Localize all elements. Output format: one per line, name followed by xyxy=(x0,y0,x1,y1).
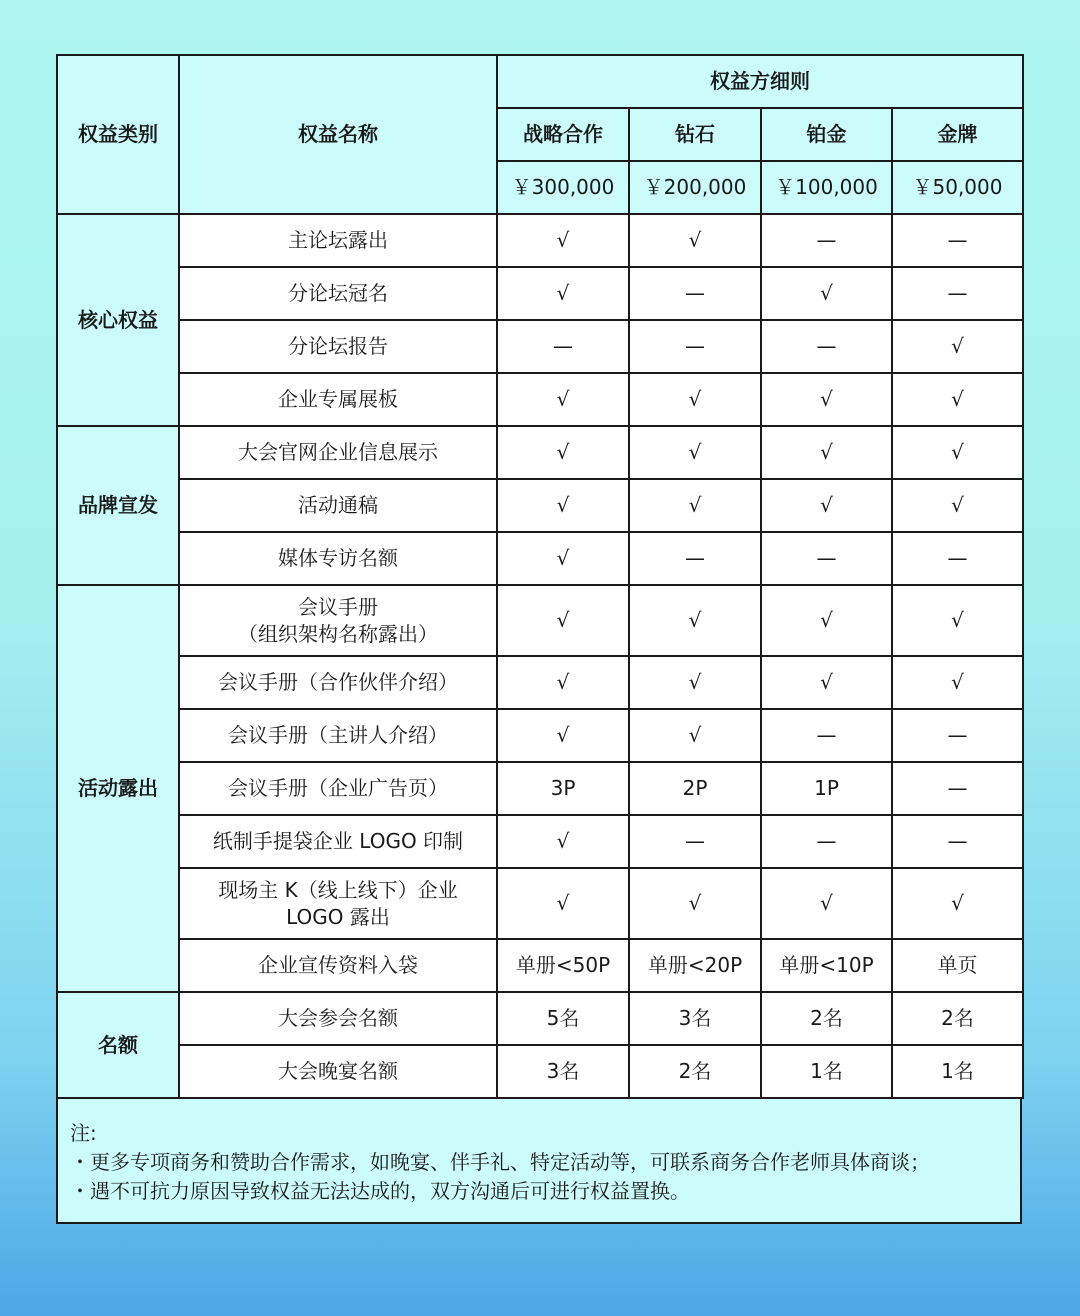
benefit-value: 5名 xyxy=(497,992,629,1045)
benefit-value: — xyxy=(892,709,1023,762)
benefit-value: — xyxy=(892,815,1023,868)
benefit-value: √ xyxy=(629,373,761,426)
benefit-value: — xyxy=(892,762,1023,815)
benefit-value: 2名 xyxy=(761,992,892,1045)
benefit-value: √ xyxy=(629,709,761,762)
benefit-value: √ xyxy=(497,532,629,585)
benefit-value: — xyxy=(629,320,761,373)
category-cell: 核心权益 xyxy=(57,214,179,426)
table-row xyxy=(57,762,1023,815)
benefit-value: 单册<20P xyxy=(629,939,761,992)
benefit-value: √ xyxy=(497,267,629,320)
table-row xyxy=(57,1045,1023,1098)
tier-label: 金牌 xyxy=(892,108,1023,161)
benefit-value: √ xyxy=(629,479,761,532)
benefit-value: √ xyxy=(761,656,892,709)
benefit-name: 主论坛露出 xyxy=(179,214,497,267)
benefit-value: √ xyxy=(892,656,1023,709)
benefit-value: √ xyxy=(892,320,1023,373)
table-row xyxy=(57,320,1023,373)
tier-price: ￥50,000 xyxy=(892,161,1023,214)
benefit-value: — xyxy=(629,267,761,320)
benefit-value: √ xyxy=(629,656,761,709)
benefit-value: 1名 xyxy=(761,1045,892,1098)
note-item: ・更多专项商务和赞助合作需求，如晚宴、伴手礼、特定活动等，可联系商务合作老师具体商谈； xyxy=(70,1150,930,1174)
notes-title: 注: xyxy=(70,1121,97,1145)
benefit-value: 3名 xyxy=(629,992,761,1045)
benefit-name: 纸制手提袋企业 LOGO 印制 xyxy=(179,815,497,868)
header-name: 权益名称 xyxy=(179,55,497,214)
benefit-value: 3P xyxy=(497,762,629,815)
table-row xyxy=(57,426,1023,479)
benefit-value: √ xyxy=(497,815,629,868)
benefit-name: 企业宣传资料入袋 xyxy=(179,939,497,992)
benefit-value: √ xyxy=(497,709,629,762)
sponsorship-benefits xyxy=(56,54,1022,1224)
benefit-name: 分论坛报告 xyxy=(179,320,497,373)
benefit-value: 3名 xyxy=(497,1045,629,1098)
category-cell: 活动露出 xyxy=(57,585,179,992)
benefit-value: 1P xyxy=(761,762,892,815)
benefit-value: — xyxy=(761,214,892,267)
benefit-name: 企业专属展板 xyxy=(179,373,497,426)
benefit-value: 单册<10P xyxy=(761,939,892,992)
benefit-name: 媒体专访名额 xyxy=(179,532,497,585)
benefit-value: √ xyxy=(497,656,629,709)
note-item: ・遇不可抗力原因导致权益无法达成的，双方沟通后可进行权益置换。 xyxy=(70,1179,690,1203)
benefit-value: √ xyxy=(629,214,761,267)
benefit-value: — xyxy=(892,532,1023,585)
table-row xyxy=(57,532,1023,585)
table-row xyxy=(57,214,1023,267)
benefit-name: 大会参会名额 xyxy=(179,992,497,1045)
table-row xyxy=(57,709,1023,762)
header-tiers-title: 权益方细则 xyxy=(497,55,1023,108)
benefit-value: 单册<50P xyxy=(497,939,629,992)
benefit-value: — xyxy=(761,532,892,585)
benefit-name: 大会官网企业信息展示 xyxy=(179,426,497,479)
category-cell: 名额 xyxy=(57,992,179,1098)
benefits-table xyxy=(56,54,1024,1099)
benefit-value: √ xyxy=(629,585,761,656)
benefit-value: √ xyxy=(761,426,892,479)
benefit-name: 会议手册（企业广告页） xyxy=(179,762,497,815)
benefit-name: 会议手册（主讲人介绍） xyxy=(179,709,497,762)
benefit-value: — xyxy=(892,214,1023,267)
benefit-value: √ xyxy=(629,426,761,479)
table-row xyxy=(57,585,1023,656)
header-category: 权益类别 xyxy=(57,55,179,214)
table-row xyxy=(57,267,1023,320)
benefit-value: √ xyxy=(497,479,629,532)
benefit-value: √ xyxy=(761,479,892,532)
benefit-value: — xyxy=(629,815,761,868)
benefit-name: 现场主 K（线上线下）企业 LOGO 露出 xyxy=(179,868,497,939)
benefit-value: — xyxy=(761,709,892,762)
table-row xyxy=(57,656,1023,709)
tier-price: ￥200,000 xyxy=(629,161,761,214)
benefit-value: √ xyxy=(761,868,892,939)
benefit-value: 2名 xyxy=(629,1045,761,1098)
benefit-value: √ xyxy=(629,868,761,939)
tier-label: 钻石 xyxy=(629,108,761,161)
table-row xyxy=(57,373,1023,426)
benefit-value: √ xyxy=(497,214,629,267)
table-row xyxy=(57,868,1023,939)
benefit-value: 2名 xyxy=(892,992,1023,1045)
benefit-value: — xyxy=(892,267,1023,320)
benefit-value: √ xyxy=(497,868,629,939)
benefit-value: — xyxy=(629,532,761,585)
benefit-value: √ xyxy=(497,426,629,479)
benefit-value: √ xyxy=(892,479,1023,532)
benefit-value: — xyxy=(761,815,892,868)
table-row xyxy=(57,939,1023,992)
table-body xyxy=(57,214,1023,1098)
benefit-value: 1名 xyxy=(892,1045,1023,1098)
benefit-name: 大会晚宴名额 xyxy=(179,1045,497,1098)
benefit-name: 活动通稿 xyxy=(179,479,497,532)
benefit-value: 单页 xyxy=(892,939,1023,992)
benefit-name: 分论坛冠名 xyxy=(179,267,497,320)
benefit-value: √ xyxy=(892,373,1023,426)
benefit-value: √ xyxy=(497,585,629,656)
benefit-value: √ xyxy=(761,585,892,656)
benefit-name: 会议手册（合作伙伴介绍） xyxy=(179,656,497,709)
benefit-value: √ xyxy=(892,585,1023,656)
benefit-value: √ xyxy=(892,868,1023,939)
table-row xyxy=(57,815,1023,868)
tier-label: 铂金 xyxy=(761,108,892,161)
benefit-value: √ xyxy=(761,373,892,426)
benefit-name: 会议手册 （组织架构名称露出） xyxy=(179,585,497,656)
tier-label: 战略合作 xyxy=(497,108,629,161)
table-row xyxy=(57,992,1023,1045)
benefit-value: 2P xyxy=(629,762,761,815)
benefit-value: √ xyxy=(761,267,892,320)
category-cell: 品牌宣发 xyxy=(57,426,179,585)
tier-price: ￥300,000 xyxy=(497,161,629,214)
notes xyxy=(56,1099,1022,1224)
benefit-value: √ xyxy=(497,373,629,426)
benefit-value: — xyxy=(497,320,629,373)
table-row xyxy=(57,479,1023,532)
benefit-value: √ xyxy=(892,426,1023,479)
benefit-value: — xyxy=(761,320,892,373)
tier-price: ￥100,000 xyxy=(761,161,892,214)
